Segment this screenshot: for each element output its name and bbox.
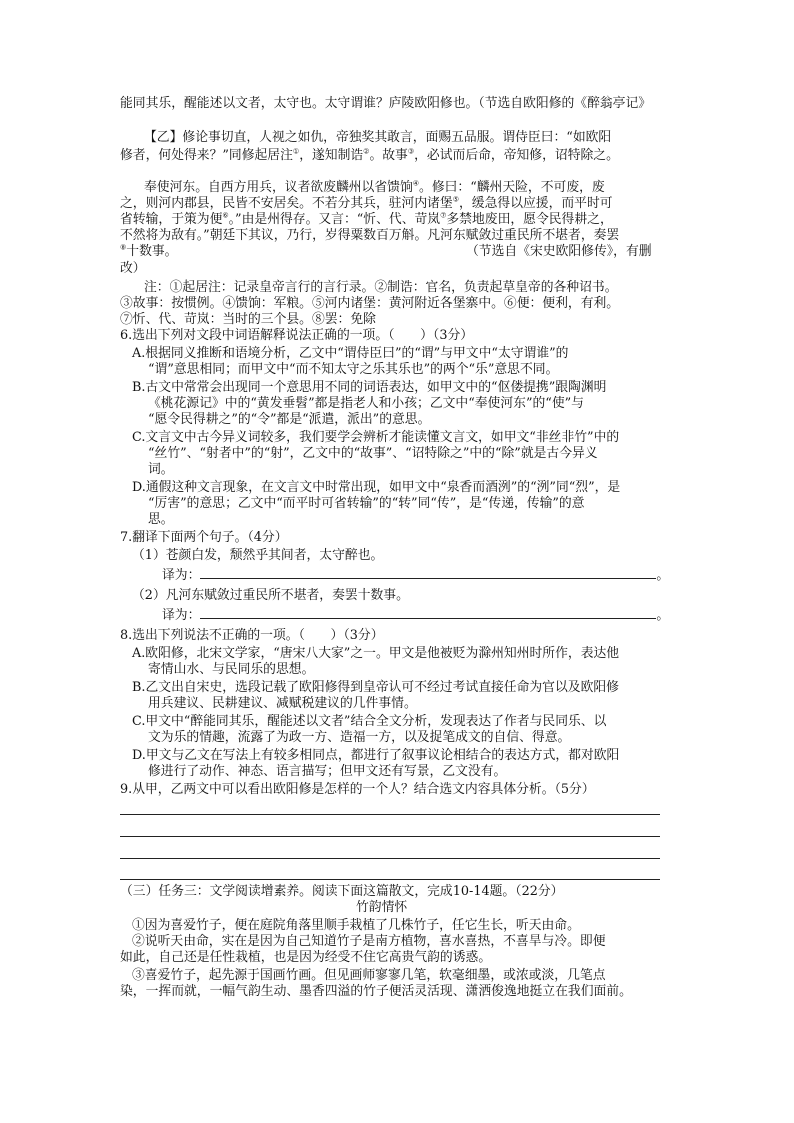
note-ref: ③ xyxy=(407,147,415,156)
q8-option-c-line2: 文为乐的情趣，流露了为政一方、造福一方，以及捉笔成文的自信、得意。 xyxy=(148,730,571,745)
note-ref: ④ xyxy=(412,179,420,188)
passage-b-para2-line1: 奉使河东。自西方用兵，议者欲废麟州以省馈饷④。修曰：“麟州天险，不可废，废 xyxy=(144,179,605,195)
q7-answer-1: 译为： 。 xyxy=(162,568,670,583)
q6-stem: 6.选出下列对文段中词语解释说法正确的一项。（ ）（3分） xyxy=(120,328,474,343)
essay-title: 竹韵情怀 xyxy=(356,900,408,915)
note-ref: ⑥ xyxy=(222,211,229,220)
q7-answer-blank-2[interactable] xyxy=(200,606,656,619)
notes-line1: 注：①起居注：记录皇帝言行的言行录。②制诰：官名，负责起草皇帝的各种诏书。 xyxy=(144,280,618,295)
q6-option-d-line3: 思。 xyxy=(148,512,174,527)
q6-option-d-line2: “厉害”的意思；乙文中“而平时可省转输”的“转”同“传”，是“传递，传输”的意 xyxy=(148,496,585,511)
passage-b-source: （节选自《宋史欧阳修传》，有删 xyxy=(466,244,652,259)
q8-option-d-line2: 修进行了动作、神态、语言描写；但甲文还有写景，乙文没有。 xyxy=(148,764,507,779)
essay-para-2-line2: 如此，自己还是任性栽植，也是因为经受不住它高贵气韵的诱惑。 xyxy=(120,950,492,965)
q7-sentence-2: （2）凡河东赋敛过重民所不堪者，奏罢十数事。 xyxy=(132,588,409,603)
passage-b-label: 【乙】 xyxy=(144,130,183,145)
q7-translate-label-1: 译为： xyxy=(162,568,201,583)
note-ref: ⑧ xyxy=(120,243,127,252)
q6-option-b-line3: “愿令民得耕之”的“令”都是“派遣，派出”的意思。 xyxy=(148,412,431,427)
notes-line3: ⑦忻、代、苛岚：当时的三个县。⑧罢：免除 xyxy=(120,312,376,327)
q6-option-b-line2: 《桃花源记》中的“黄发垂髫”都是指老人和小孩；乙文中“奉使河东”的“使”与 xyxy=(148,396,584,411)
passage-a-tail: 能同其乐，醒能述以文者，太守也。太守谓谁？庐陵欧阳修也。（节选自欧阳修的《醉翁亭记》 xyxy=(120,96,652,111)
q8-option-b-line2: 用兵建议、民耕建议、减赋税建议的几件事情。 xyxy=(148,696,417,711)
q9-answer-line[interactable] xyxy=(120,814,660,815)
q7-translate-label-2: 译为： xyxy=(162,608,201,623)
q9-answer-line[interactable] xyxy=(120,858,660,859)
note-ref: ① xyxy=(292,147,300,156)
q8-option-c-line1: C.甲文中“醉能同其乐，醒能述以文者”结合全文分析，发现表达了作者与民同乐、以 xyxy=(132,714,607,729)
q6-option-c-line1: C.文言文中古今异义词较多，我们要学会辨析才能读懂文言文，如甲文“非丝非竹”中的 xyxy=(132,430,620,445)
q8-option-a-line1: A.欧阳修，北宋文学家，“唐宋八大家”之一。甲文是他被贬为滁州知州时所作，表达他 xyxy=(132,646,620,661)
q6-option-d-line1: D.通假这种文言现象，在文言文中时常出现，如甲文中“泉香而酒洌”的“洌”同“烈”，是 xyxy=(132,480,621,495)
q8-option-b-line1: B.乙文出自宋史，选段记载了欧阳修得到皇帝认可不经过考试直接任命为官以及欧阳修 xyxy=(132,680,619,695)
essay-para-3-line1: ③喜爱竹子，起先源于国画竹画。但见画师寥寥几笔，软毫细墨，或浓或淡，几笔点 xyxy=(132,968,606,983)
note-ref: ⑦ xyxy=(440,211,447,220)
q9-answer-line[interactable] xyxy=(120,836,660,837)
q7-answer-2: 译为： 。 xyxy=(162,608,670,623)
q7-sentence-1: （1）苍颜白发，颓然乎其间者，太守醉也。 xyxy=(132,548,384,563)
task3-header: （三）任务三：文学阅读增素养。阅读下面这篇散文，完成10-14题。（22分） xyxy=(120,884,564,899)
q6-option-c-line3: 词。 xyxy=(148,462,174,477)
passage-b-para2-line3: 省转输，于策为便⑥。”由是州得存。又言：“忻、代、苛岚⑦多禁地废田，愿令民得耕之， xyxy=(120,211,613,227)
passage-b-line1: 【乙】修论事切直，人视之如仇，帝独奖其敢言，面赐五品服。谓侍臣曰：“如欧阳 xyxy=(144,130,612,145)
q7-stem: 7.翻译下面两个句子。（4分） xyxy=(120,530,288,545)
note-ref: ⑤ xyxy=(452,195,459,204)
notes-line2: ③故事：按惯例。④馈饷：军粮。⑤河内诸堡：黄河附近各堡寨中。⑥便：便利，有利。 xyxy=(120,296,620,311)
essay-para-3-line2: 染，一挥而就，一幅气韵生动、墨香四溢的竹子便活灵活现、潇洒俊逸地挺立在我们面前。 xyxy=(120,984,632,999)
essay-para-2-line1: ②说听天由命，实在是因为自己知道竹子是南方植物，喜水喜热，不喜旱与冷。即便 xyxy=(132,934,606,949)
q6-option-a-line2: “谓”意思相同；而甲文中“而不知太守之乐其乐也”的两个“乐”意思不同。 xyxy=(148,362,559,377)
q6-option-b-line1: B.古文中常常会出现同一个意思用不同的词语表达，如甲文中的“伛偻提携”跟陶渊明 xyxy=(132,380,607,395)
q8-option-d-line1: D.甲文与乙文在写法上有较多相同点，都进行了叙事议论相结合的表达方式，都对欧阳 xyxy=(132,748,620,763)
q9-answer-line[interactable] xyxy=(120,879,660,880)
passage-b-para2-line5: ⑧十数事。 xyxy=(120,243,178,259)
q8-option-a-line2: 寄情山水、与民同乐的思想。 xyxy=(148,662,315,677)
q6-option-a-line1: A.根据同义推断和语境分析，乙文中“谓侍臣曰”的“谓”与甲文中“太守谓谁”的 xyxy=(132,346,569,361)
q9-stem: 9.从甲，乙两文中可以看出欧阳修是怎样的一个人？结合选文内容具体分析。（5分） xyxy=(120,782,595,797)
q6-option-c-line2: “丝竹”、“射者中”的“射”，乙文中的“故事”、“诏特除之”中的“除”就是古今异义 xyxy=(148,446,598,461)
essay-para-1: ①因为喜爱竹子，便在庭院角落里顺手栽植了几株竹子，任它生长，听天由命。 xyxy=(132,918,580,933)
passage-b-para2-line4: 不然将为敌有。”朝廷下其议，乃行，岁得粟数百万斛。凡河东赋敛过重民所不堪者，奏罢 xyxy=(120,228,620,243)
q8-stem: 8.选出下列说法不正确的一项。（ ）（3分） xyxy=(120,628,384,643)
passage-b-source-cont: 改） xyxy=(120,261,146,276)
passage-b-para2-line2: 之，则河内郡县，民皆不安居矣。不若分其兵，驻河内诸堡⑤，缓急得以应援，而平时可 xyxy=(120,195,613,211)
q7-answer-blank-1[interactable] xyxy=(200,566,656,579)
passage-b-line2: 修者，何处得来？”同修起居注①，遂知制诰②。故事③，必试而后命，帝知修，诏特除之。 xyxy=(120,147,619,163)
note-ref: ② xyxy=(363,147,370,156)
